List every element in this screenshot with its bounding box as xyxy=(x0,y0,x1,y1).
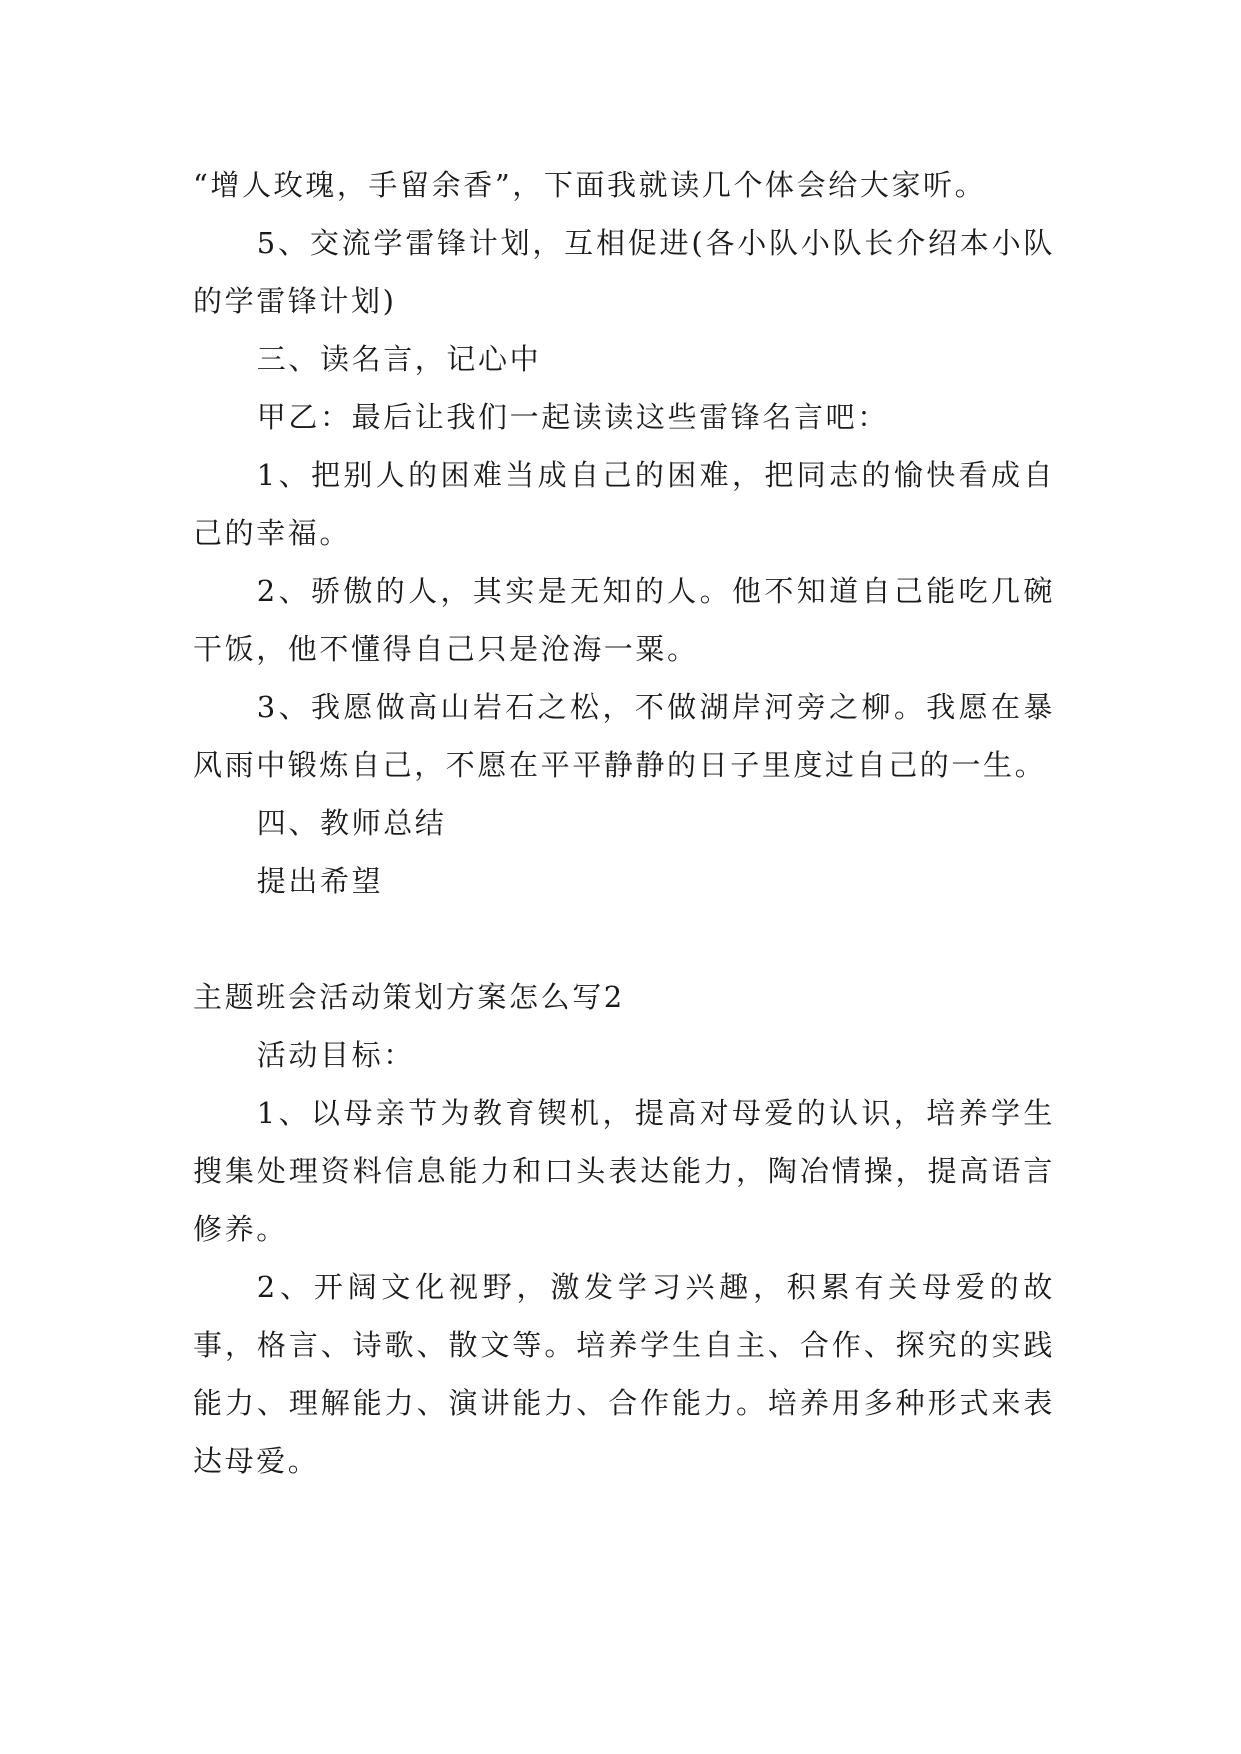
section-lei-feng-meeting xyxy=(193,156,1055,910)
paragraph: 3、我愿做高山岩石之松，不做湖岸河旁之柳。我愿在暴风雨中锻炼自己，不愿在平平静静的日子里度过自己的一生。 xyxy=(193,690,1055,782)
paragraph: 1、以母亲节为教育锲机，提高对母爱的认识，培养学生搜集处理资料信息能力和口头表达能力，陶冶情操，提高语言修养。 xyxy=(193,1096,1055,1246)
paragraph: “增人玫瑰，手留余香”，下面我就读几个体会给大家听。 xyxy=(193,168,987,202)
paragraph: 2、骄傲的人，其实是无知的人。他不知道自己能吃几碗干饭，他不懂得自己只是沧海一粟。 xyxy=(193,574,1055,666)
section-heading: 主题班会活动策划方案怎么写2 xyxy=(193,980,625,1014)
paragraph: 甲乙：最后让我们一起读读这些雷锋名言吧： xyxy=(256,400,889,434)
section-gap xyxy=(193,910,1055,968)
paragraph: 2、开阔文化视野，激发学习兴趣，积累有关母爱的故事，格言、诗歌、散文等。培养学生自主、合作、探究的实践能力、理解能力、演讲能力、合作能力。培养用多种形式来表达母爱。 xyxy=(193,1270,1055,1478)
paragraph: 5、交流学雷锋计划，互相促进(各小队小队长介绍本小队的学雷锋计划) xyxy=(193,226,1055,318)
paragraph: 提出希望 xyxy=(256,864,384,898)
paragraph: 活动目标： xyxy=(256,1038,415,1072)
paragraph: 1、把别人的困难当成自己的困难，把同志的愉快看成自己的幸福。 xyxy=(193,458,1055,550)
section-mothers-day-plan xyxy=(193,1026,1055,1490)
document-body xyxy=(193,156,1055,1490)
paragraph: 三、读名言，记心中 xyxy=(256,342,542,376)
paragraph: 四、教师总结 xyxy=(256,806,447,840)
